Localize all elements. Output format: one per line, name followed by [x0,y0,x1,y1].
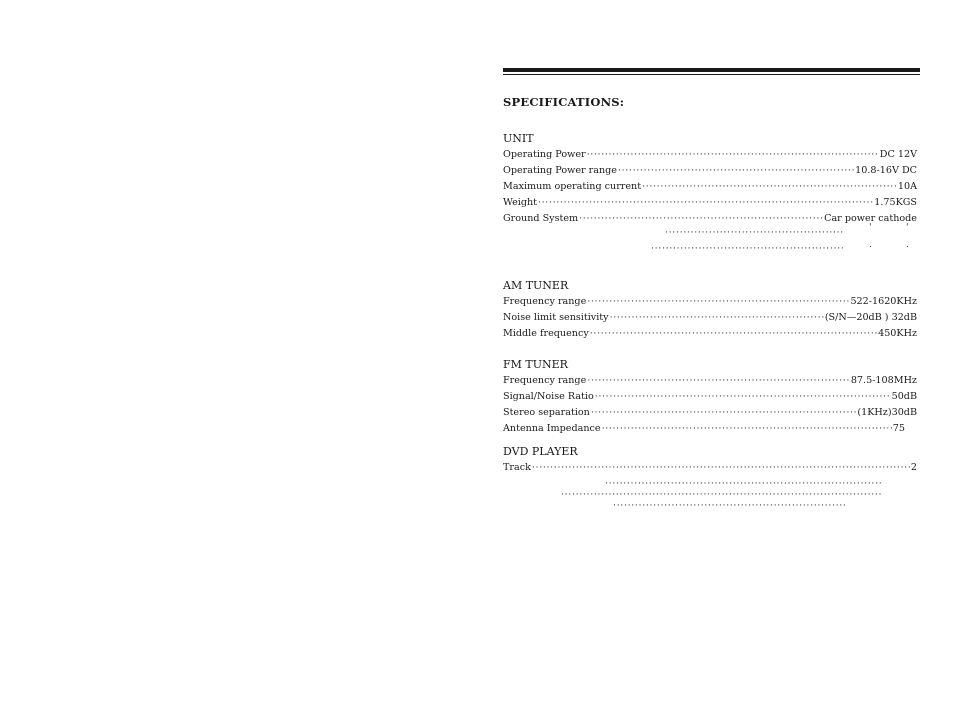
dot-leader [642,181,897,192]
spec-row [503,149,917,162]
dot-leader [665,227,845,238]
dot-leader [602,423,892,434]
dot-leader [532,462,910,473]
spec-label: Noise limit sensitivity [503,312,609,323]
spec-row [503,375,917,388]
spec-value: 522-1620KHz [850,296,917,307]
spec-value: 50dB [891,391,917,402]
spec-row [503,165,917,178]
dot-leader [579,213,823,224]
spec-value: 1.75KGS [874,197,917,208]
dot-leader [651,243,845,254]
spec-label: Maximum operating current [503,181,642,192]
spec-label: Frequency range [503,375,587,386]
section-title-unit: UNIT [503,132,534,145]
spec-row [503,197,917,210]
specifications-heading: SPECIFICATIONS: [503,95,625,109]
tick-mark: ' [906,223,909,233]
dot-leader [605,478,883,489]
spec-label: Stereo separation [503,407,590,418]
spec-value: DC 12V [879,149,917,160]
spec-row [503,407,917,420]
spec-value: 10A [897,181,917,192]
dot-leader [610,312,824,323]
section-title-fm-tuner: FM TUNER [503,358,568,371]
spec-row [503,296,917,309]
dot-leader [587,375,850,386]
spec-label: Operating Power [503,149,586,160]
spec-value: Car power cathode [824,213,917,224]
spec-row [503,391,917,404]
spec-label: Operating Power range [503,165,617,176]
tick-mark: ' [869,223,872,233]
dot-leader [587,149,879,160]
spec-row [503,423,905,436]
dot-leader [590,328,877,339]
dot-leader [587,296,849,307]
spec-row [503,312,917,325]
spec-value: (1KHz)30dB [857,407,917,418]
dot-leader [613,500,845,511]
spec-value: 2 [910,462,917,473]
spec-row [503,213,917,226]
section-title-dvd-player: DVD PLAYER [503,445,578,458]
spec-label: Ground System [503,213,579,224]
spec-label: Signal/Noise Ratio [503,391,594,402]
spec-row [503,462,917,475]
dot-leader [561,489,883,500]
dot-leader [591,407,857,418]
section-title-am-tuner: AM TUNER [503,279,569,292]
spec-label: Track [503,462,531,473]
spec-value: (S/N—20dB ) 32dB [824,312,917,323]
tick-mark: . [906,240,909,250]
tick-mark: . [869,240,872,250]
spec-value: 450KHz [878,328,917,339]
spec-row [503,181,917,194]
spec-label: Middle frequency [503,328,589,339]
spec-label: Weight [503,197,537,208]
spec-row [503,328,917,341]
dot-leader [595,391,891,402]
spec-label: Antenna Impedance [503,423,601,434]
dot-leader [618,165,854,176]
header-rule-thin [503,74,920,75]
dot-leader [538,197,873,208]
spec-label: Frequency range [503,296,587,307]
spec-value: 75 [892,423,905,434]
header-rule-thick [503,68,920,72]
spec-value: 10.8-16V DC [855,165,917,176]
spec-value: 87.5-108MHz [850,375,917,386]
